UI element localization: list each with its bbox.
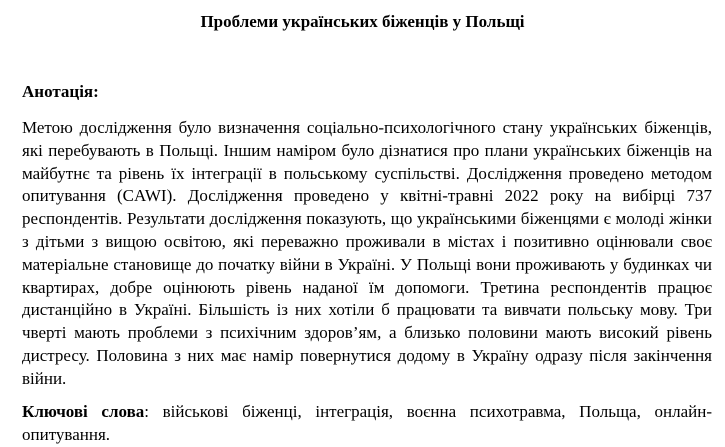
keywords-paragraph (22, 401, 712, 447)
document-title: Проблеми українських біженців у Польщі (200, 12, 525, 31)
keywords-label: Ключові слова (22, 402, 145, 421)
keywords-text: : військові біженці, інтеграція, воєнна психотравма, Польща, онлайн-опитування. (22, 402, 712, 444)
abstract-paragraph: Метою дослідження було визначення соціально-психологічного стану українських біженців, які перебувають в Польщі. Іншим наміром було дізнатися про плани українських біженців на майбутнє та рівень їх інтеграції в польському суспільстві. Дослідження проведено методом опитування (CAWI). Дослідження проведено у квітні-травні 2022 року на вибірці 737 респондентів. Результати дослідження показують, що українськими біженцями є молоді жінки з дітьми з вищою освітою, які переважно проживали в містах і позитивно оцінювали своє матеріальне становище до початку війни в Україні. У Польщі вони проживають у будинках чи квартирах, добре оцінюють рівень наданої їм допомоги. Третина респондентів працює дистанційно в Україні. Більшість із них хотіли б працювати та вивчати польську мову. Три чверті мають проблеми з психічним здоров’ям, а близько половини мають високий рівень дистресу. Половина з них має намір повернутися додому в Україну одразу після закінчення війни. (22, 118, 712, 388)
abstract-heading: Анотація: (22, 82, 99, 101)
